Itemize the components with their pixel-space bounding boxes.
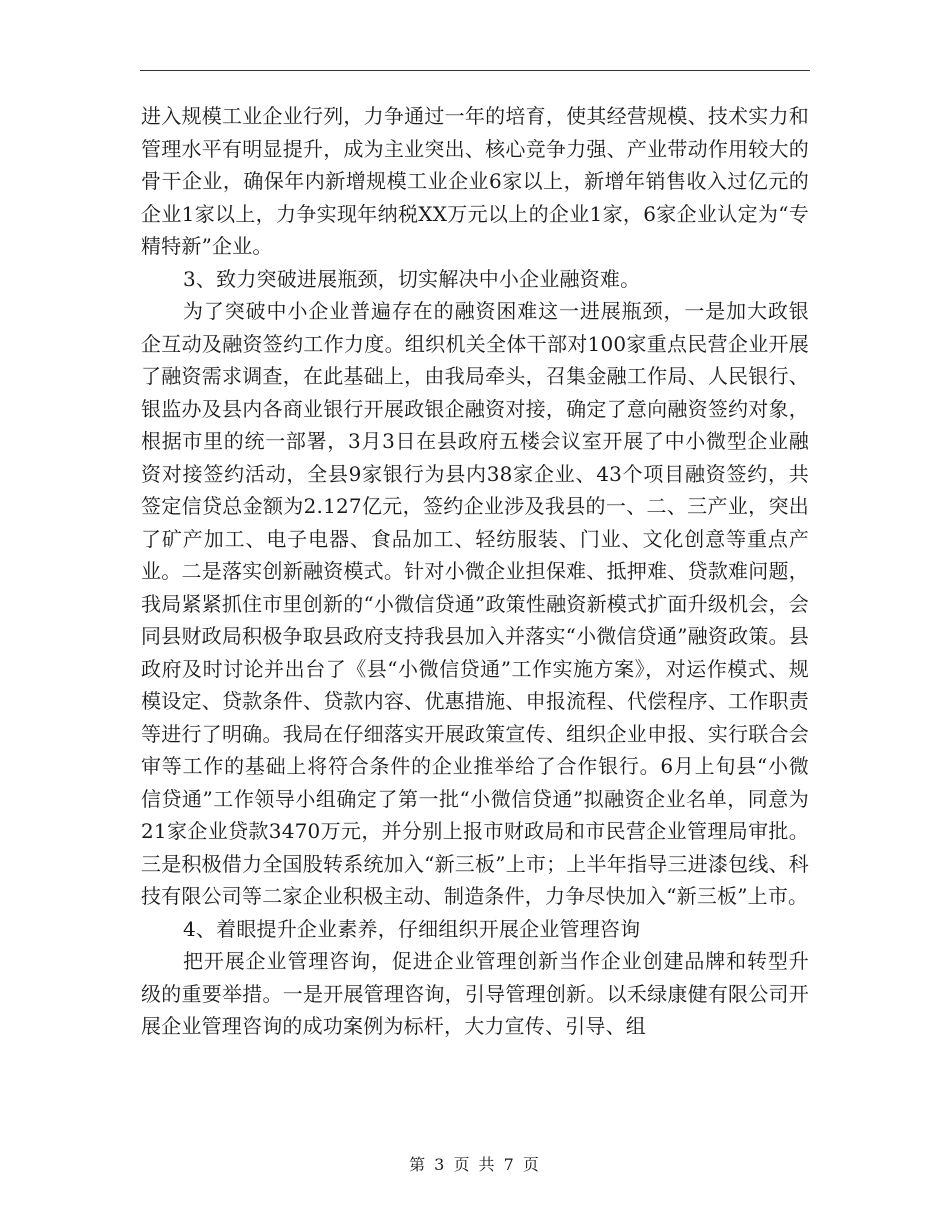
paragraph-consulting: 把开展企业管理咨询，促进企业管理创新当作企业创建品牌和转型升级的重要举措。一是开展管理咨询，引导管理创新。以禾绿康健有限公司开展企业管理咨询的成功案例为标杆，大力宣传、引导、组 [141, 949, 809, 1038]
page-footer: 第 3 页 共 7 页 [409, 1155, 541, 1174]
header-rule [140, 70, 810, 71]
paragraph-continued: 进入规模工业企业行列，力争通过一年的培育，使其经营规模、技术实力和管理水平有明显提升，成为主业突出、核心竞争力强、产业带动作用较大的骨干企业，确保年内新增规模工业企业6家以上，新增年销售收入过亿元的企业1家以上，力争实现年纳税XX万元以上的企业1家，6家企业认定为“专精特新”企业。 [141, 104, 809, 258]
paragraph-financing: 为了突破中小企业普遍存在的融资困难这一进展瓶颈，一是加大政银企互动及融资签约工作力度。组织机关全体干部对100家重点民营企业开展了融资需求调查，在此基础上，由我局牵头，召集金融工作局、人民银行、银监办及县内各商业银行开展政银企融资对接，确定了意向融资签约对象，根据市里的统一部署，3月3日在县政府五楼会议室开展了中小微型企业融资对接签约活动，全县9家银行为县内38家企业、43个项目融资签约，共签定信贷总金额为2.127亿元，签约企业涉及我县的一、二、三产业，突出了矿产加工、电子电器、食品加工、轻纺服装、门业、文化创意等重点产业。二是落实创新融资模式。针对小微企业担保难、抵押难、贷款难问题，我局紧紧抓住市里创新的“小微信贷通”政策性融资新模式扩面升级机会，会同县财政局积极争取县政府支持我县加入并落实“小微信贷通”融资政策。县政府及时讨论并出台了《县“小微信贷通”工作实施方案》，对运作模式、规模设定、贷款条件、贷款内容、优惠措施、申报流程、代偿程序、工作职责等进行了明确。我局在仔细落实开展政策宣传、组织企业申报、实行联合会审等工作的基础上将符合条件的企业推举给了合作银行。6月上旬县“小微信贷通”工作领导小组确定了第一批“小微信贷通”拟融资企业名单，同意为21家企业贷款3470万元，并分别上报市财政局和市民营企业管理局审批。三是积极借力全国股转系统加入“新三板”上市；上半年指导三进漆包线、科技有限公司等二家企业积极主动、制造条件，力争尽快加入“新三板”上市。 [141, 299, 809, 908]
document-body [141, 100, 809, 1043]
section-heading-3: 3、致力突破进展瓶颈，切实解决中小企业融资难。 [183, 266, 641, 291]
section-heading-4: 4、着眼提升企业素养，仔细组织开展企业管理咨询 [183, 916, 641, 941]
